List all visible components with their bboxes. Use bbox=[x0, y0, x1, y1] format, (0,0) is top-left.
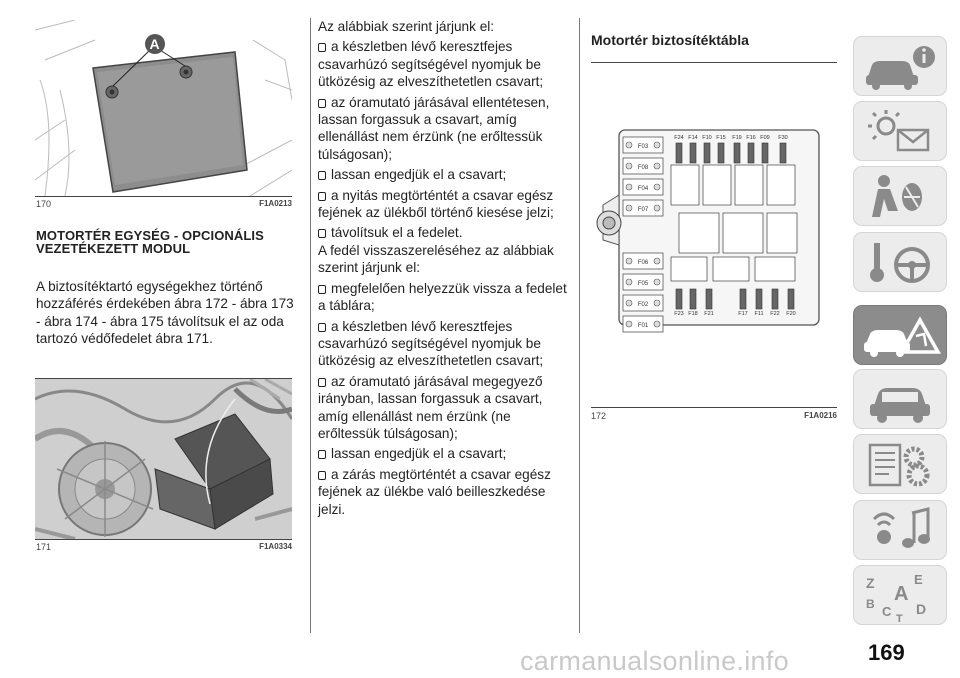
alphabet-index-icon bbox=[854, 566, 948, 626]
nav-tab-dashboard[interactable] bbox=[853, 36, 947, 96]
figure-172-top-rule bbox=[591, 62, 837, 63]
figure-172 bbox=[591, 75, 837, 405]
svg-text:B: B bbox=[866, 597, 875, 611]
figure-170 bbox=[35, 20, 292, 197]
nav-tab-emergency[interactable] bbox=[853, 305, 947, 365]
svg-text:C: C bbox=[882, 604, 892, 619]
checkbox-bullet-icon bbox=[318, 171, 326, 180]
figure-number: 172 bbox=[591, 411, 607, 421]
nav-tab-multimedia[interactable] bbox=[853, 500, 947, 560]
refit-intro: A fedél visszaszereléséhez az alábbiak szerint járjunk el: bbox=[318, 242, 554, 276]
music-note-icon bbox=[854, 501, 948, 561]
callout-a: A bbox=[149, 36, 160, 52]
figure-code: F1A0213 bbox=[259, 199, 292, 208]
fuse-label: F09 bbox=[760, 135, 770, 141]
svg-text:E: E bbox=[914, 572, 923, 587]
fuse-label: F22 bbox=[770, 311, 780, 317]
fuse-label: F17 bbox=[738, 311, 748, 317]
relay-label: F04 bbox=[637, 186, 649, 192]
airbag-seat-icon bbox=[854, 167, 948, 227]
removal-step: a nyitás megtörténtét a csavar egész fejének az ülékből történő kiesése jelzi; bbox=[318, 187, 554, 221]
warning-car-icon bbox=[854, 306, 948, 366]
fuse-label: F14 bbox=[688, 135, 698, 141]
removal-step: a készletben lévő keresztfejes csavarhúzó segítségével nyomjuk be ütközésig az elveszíthetetlen csavart; bbox=[318, 39, 544, 90]
page-number: 169 bbox=[868, 640, 905, 665]
svg-text:A: A bbox=[894, 583, 909, 605]
fuse-F11 bbox=[754, 289, 763, 317]
car-icon bbox=[854, 370, 948, 430]
fuse-label: F11 bbox=[754, 311, 764, 317]
relay-F02 bbox=[623, 295, 663, 311]
relay-F06 bbox=[623, 253, 663, 269]
relay-F03 bbox=[623, 137, 663, 153]
checkbox-bullet-icon bbox=[318, 43, 326, 52]
relay-F08 bbox=[623, 158, 663, 174]
figure-number: 170 bbox=[36, 199, 52, 209]
fuse-label: F30 bbox=[778, 135, 788, 141]
procedure-intro: Az alábbiak szerint járjunk el: bbox=[318, 19, 495, 34]
relay-F01 bbox=[623, 316, 663, 332]
engine-bay-photo bbox=[35, 379, 292, 539]
relay-label: F02 bbox=[637, 302, 649, 308]
relay-label: F08 bbox=[637, 165, 649, 171]
figure-code: F1A0334 bbox=[259, 542, 292, 551]
fuse-label: F19 bbox=[732, 135, 742, 141]
fuse-label: F24 bbox=[674, 135, 684, 141]
fuse-label: F16 bbox=[746, 135, 756, 141]
figure-171 bbox=[35, 378, 292, 540]
checkbox-bullet-icon bbox=[318, 285, 326, 294]
fuse-label: F15 bbox=[716, 135, 726, 141]
relay-F07 bbox=[623, 200, 663, 216]
fuse-label: F23 bbox=[674, 311, 684, 317]
checkbox-bullet-icon bbox=[318, 378, 326, 387]
nav-tab-index[interactable] bbox=[853, 565, 947, 625]
svg-text:T: T bbox=[896, 613, 903, 625]
nav-tab-safety[interactable] bbox=[853, 166, 947, 226]
fuse-cover-illustration bbox=[35, 20, 292, 196]
refit-step: a zárás megtörténtét a csavar egész fejének az ülékbe való beilleszkedése jelzi. bbox=[318, 466, 551, 517]
fuse-label: F18 bbox=[688, 311, 698, 317]
relay-label: F06 bbox=[637, 260, 649, 266]
svg-text:D: D bbox=[916, 601, 927, 617]
column-divider bbox=[310, 18, 311, 633]
checkbox-bullet-icon bbox=[318, 471, 326, 480]
refit-step: lassan engedjük el a csavart; bbox=[318, 445, 573, 462]
relay-label: F01 bbox=[637, 323, 649, 329]
figure-number: 171 bbox=[36, 542, 52, 552]
refit-step: a készletben lévő keresztfejes csavarhúzó segítségével nyomjuk be ütközésig az elveszíthetetlen csavart; bbox=[318, 318, 544, 369]
fuse-label: F21 bbox=[704, 311, 714, 317]
fuse-box-heading: Motortér biztosítéktábla bbox=[591, 32, 749, 48]
sun-envelope-icon bbox=[854, 102, 948, 162]
removal-step: távolítsuk el a fedelet. bbox=[318, 224, 573, 241]
removal-step: lassan engedjük el a csavart; bbox=[318, 166, 573, 183]
relay-label: F07 bbox=[637, 207, 649, 213]
intro-paragraph: A biztosítéktartó egységekhez történő hozzáférés érdekében ábra 172 - ábra 173 - ábra 174 - ábra 175 távolítsuk el az oda tartozó védőfedelet ábra 171. bbox=[36, 279, 294, 347]
checkbox-bullet-icon bbox=[318, 229, 326, 238]
relay-label: F05 bbox=[637, 281, 649, 287]
checkbox-bullet-icon bbox=[318, 323, 326, 332]
watermark: carmanualsonline.info bbox=[520, 646, 789, 676]
checkbox-bullet-icon bbox=[318, 192, 326, 201]
removal-step: az óramutató járásával ellentétesen, lassan forgassuk a csavart, amíg ellenállást nem érzünk (ne erőltessük túlságosan); bbox=[318, 94, 550, 162]
checkbox-bullet-icon bbox=[318, 99, 326, 108]
checkbox-bullet-icon bbox=[318, 450, 326, 459]
figure-code: F1A0216 bbox=[804, 411, 837, 420]
procedure-text bbox=[318, 18, 573, 518]
fuse-label: F20 bbox=[786, 311, 796, 317]
relay-F05 bbox=[623, 274, 663, 290]
fuse-box-diagram bbox=[591, 75, 837, 405]
column-divider bbox=[579, 18, 580, 633]
refit-step: az óramutató járásával megegyező irányban, lassan forgassuk a csavart, amíg ellenállást nem érzünk (ne erőltessük túlságosan); bbox=[318, 373, 543, 441]
relay-F04 bbox=[623, 179, 663, 195]
refit-step: megfelelően helyezzük vissza a fedelet a táblára; bbox=[318, 280, 567, 314]
nav-tab-starting-driving[interactable] bbox=[853, 232, 947, 292]
key-steering-wheel-icon bbox=[854, 233, 948, 293]
nav-tab-maintenance[interactable] bbox=[853, 369, 947, 429]
nav-tab-technical-data[interactable] bbox=[853, 434, 947, 494]
nav-tab-lights[interactable] bbox=[853, 101, 947, 161]
relay-label: F03 bbox=[637, 144, 649, 150]
svg-text:Z: Z bbox=[866, 575, 875, 591]
section-heading: MOTORTÉR EGYSÉG - OPCIONÁLIS VEZETÉKEZETT MODUL bbox=[36, 228, 264, 256]
fuse-label: F10 bbox=[702, 135, 712, 141]
figure-172-bottom-rule bbox=[591, 407, 837, 408]
specs-gears-icon bbox=[854, 435, 948, 495]
car-info-icon bbox=[854, 37, 948, 97]
